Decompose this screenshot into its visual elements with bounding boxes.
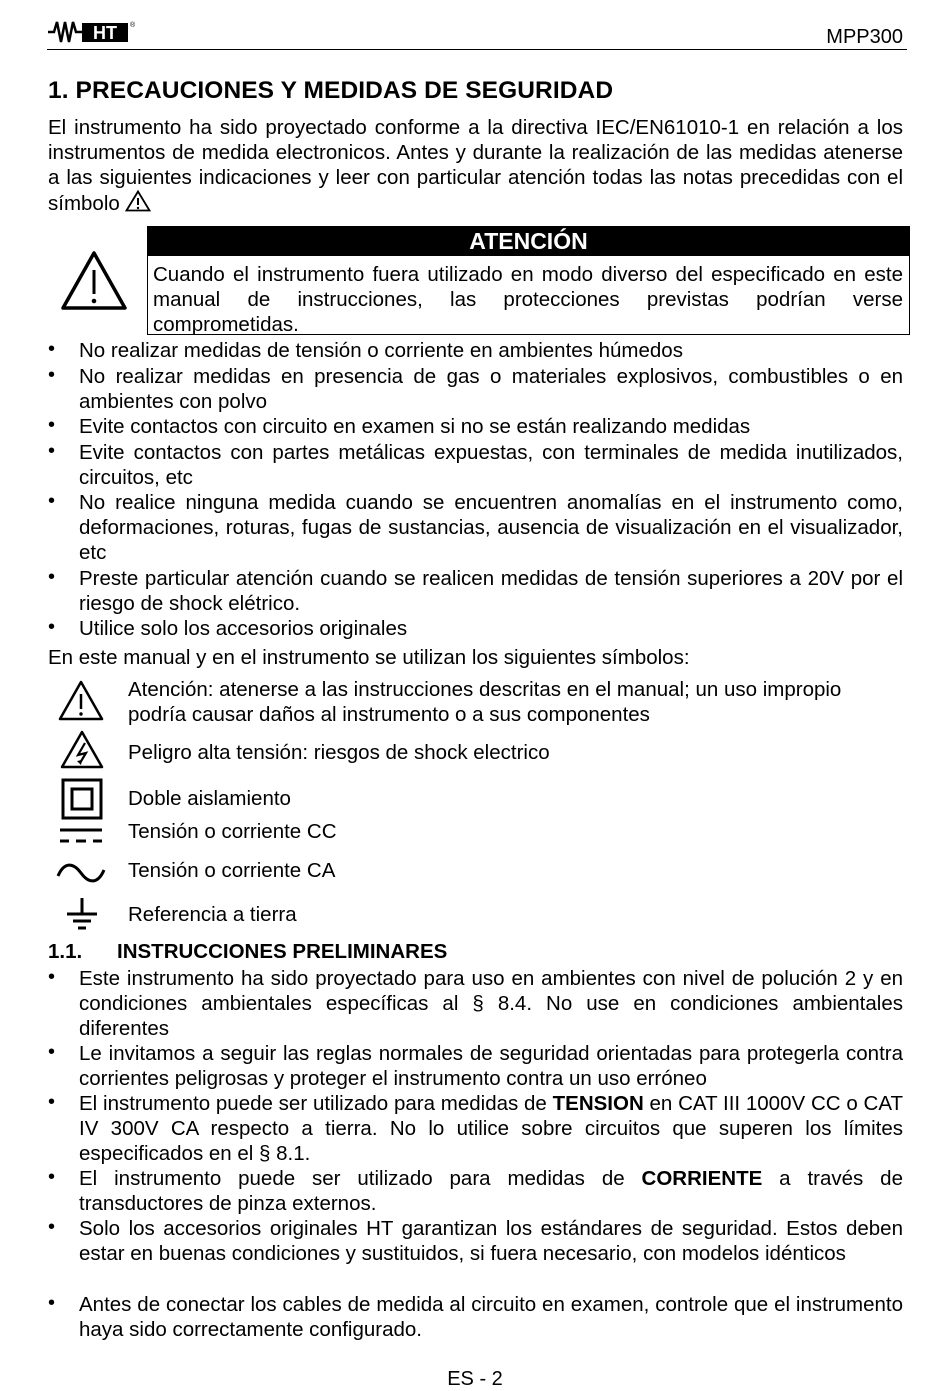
bullet-icon: • bbox=[48, 616, 56, 638]
list-item-text: No realizar medidas en presencia de gas o materiales explosivos, combustibles o en ambientes con polvo bbox=[79, 365, 903, 413]
svg-text:HT: HT bbox=[93, 23, 117, 43]
section-number: 1.1. bbox=[48, 940, 83, 963]
bullet-icon: • bbox=[48, 1216, 56, 1238]
bullet-icon: • bbox=[48, 566, 56, 588]
warning-triangle-icon bbox=[58, 680, 104, 728]
double-insulation-icon bbox=[61, 778, 103, 826]
list-item-text: No realizar medidas de tensión o corriente en ambientes húmedos bbox=[79, 339, 683, 362]
text-segment: El instrumento puede ser utilizado para medidas de bbox=[79, 1167, 642, 1190]
page-title: 1. PRECAUCIONES Y MEDIDAS DE SEGURIDAD bbox=[48, 77, 614, 104]
bold-term: CORRIENTE bbox=[641, 1167, 763, 1190]
page-number: ES - 2 bbox=[447, 1368, 503, 1390]
warning-text: Cuando el instrumento fuera utilizado en modo diverso del especificado en este manual de instrucciones, las protecciones previstas podrían verse comprometidas. bbox=[153, 263, 903, 336]
bold-term: TENSION bbox=[552, 1092, 644, 1115]
intro-text: El instrumento ha sido proyectado conforme a la directiva IEC/EN61010-1 en relación a los instrumentos de medida electronicos. Antes y durante la realización de las medidas atenerse a las siguientes indicaciones y leer con particular atención todas las notas precedidas con el símbolo bbox=[48, 116, 903, 215]
text-segment: El instrumento puede ser utilizado para medidas de bbox=[79, 1092, 553, 1115]
warning-heading: ATENCIÓN bbox=[148, 227, 909, 256]
bullet-icon: • bbox=[48, 1041, 56, 1063]
bullet-icon: • bbox=[48, 440, 56, 462]
list-item-text bbox=[79, 1166, 903, 1216]
ac-icon bbox=[56, 860, 106, 892]
list-item-text: Utilice solo los accesorios originales bbox=[79, 617, 408, 640]
dc-icon bbox=[58, 826, 104, 852]
list-item-text: Antes de conectar los cables de medida al circuito en examen, controle que el instrumento haya sido correctamente configurado. bbox=[79, 1293, 903, 1341]
bullet-icon: • bbox=[48, 364, 56, 386]
svg-text:®: ® bbox=[130, 22, 136, 29]
high-voltage-icon bbox=[60, 730, 104, 776]
bullet-icon: • bbox=[48, 338, 56, 360]
warning-triangle-icon bbox=[60, 250, 128, 312]
bullet-icon: • bbox=[48, 1166, 56, 1188]
symbol-description: Tensión o corriente CC bbox=[128, 820, 337, 843]
list-item-text: No realice ninguna medida cuando se encuentren anomalías en el instrumento como, deformaciones, roturas, fugas de sustancias, ausencia de visualización en el visualizador, etc bbox=[79, 491, 903, 564]
bullet-icon: • bbox=[48, 1292, 56, 1314]
symbol-description: Doble aislamiento bbox=[128, 787, 291, 810]
symbol-description: Referencia a tierra bbox=[128, 903, 297, 926]
list-item-text: Preste particular atención cuando se realicen medidas de tensión superiores a 20V por el riesgo de shock elétrico. bbox=[79, 567, 903, 615]
section-heading bbox=[48, 940, 448, 964]
ht-logo bbox=[48, 18, 134, 46]
bullet-icon: • bbox=[48, 966, 56, 988]
text-segment: a través de transductores de pinza externos. bbox=[79, 1167, 903, 1215]
list-item-text: Solo los accesorios originales HT garantizan los estándares de seguridad. Estos deben estar en buenas condiciones y sustituidos, si fuera necesario, con modelos idénticos bbox=[79, 1217, 903, 1265]
header-rule bbox=[47, 49, 907, 50]
intro-paragraph bbox=[48, 115, 903, 216]
symbol-description: Atención: atenerse a las instrucciones descritas en el manual; un uso impropio podría causar daños al instrumento o a sus componentes bbox=[128, 678, 842, 726]
symbol-description: Peligro alta tensión: riesgos de shock electrico bbox=[128, 741, 550, 764]
list-item-text: Evite contactos con circuito en examen si no se están realizando medidas bbox=[79, 415, 751, 438]
ht-logo-icon bbox=[48, 18, 134, 46]
symbols-intro: En este manual y en el instrumento se utilizan los siguientes símbolos: bbox=[48, 646, 690, 669]
bullet-icon: • bbox=[48, 414, 56, 436]
symbol-description: Tensión o corriente CA bbox=[128, 859, 336, 882]
list-item-text bbox=[79, 1091, 903, 1166]
warning-box bbox=[147, 226, 910, 335]
bullet-icon: • bbox=[48, 1091, 56, 1113]
list-item-text: Evite contactos con partes metálicas expuestas, con terminales de medida inutilizados, circuitos, etc bbox=[79, 441, 903, 489]
ground-icon bbox=[64, 897, 100, 937]
list-item-text: Le invitamos a seguir las reglas normales de seguridad orientadas para protegerla contra corrientes peligrosas y proteger el instrumento contra un uso erróneo bbox=[79, 1042, 903, 1090]
list-item-text: Este instrumento ha sido proyectado para uso en ambientes con nivel de polución 2 y en condiciones ambientales específicas al § 8.4. No use en condiciones ambientales diferentes bbox=[79, 967, 903, 1040]
text-segment: en CAT III 1000V CC o CAT IV 300V CA respecto a tierra. No lo utilice sobre circuitos que superen los límites especificados en el § 8.1. bbox=[79, 1092, 903, 1165]
model-name: MPP300 bbox=[826, 26, 903, 48]
bullet-icon: • bbox=[48, 490, 56, 512]
section-title: INSTRUCCIONES PRELIMINARES bbox=[117, 940, 448, 963]
inline-warning-icon bbox=[125, 190, 151, 212]
